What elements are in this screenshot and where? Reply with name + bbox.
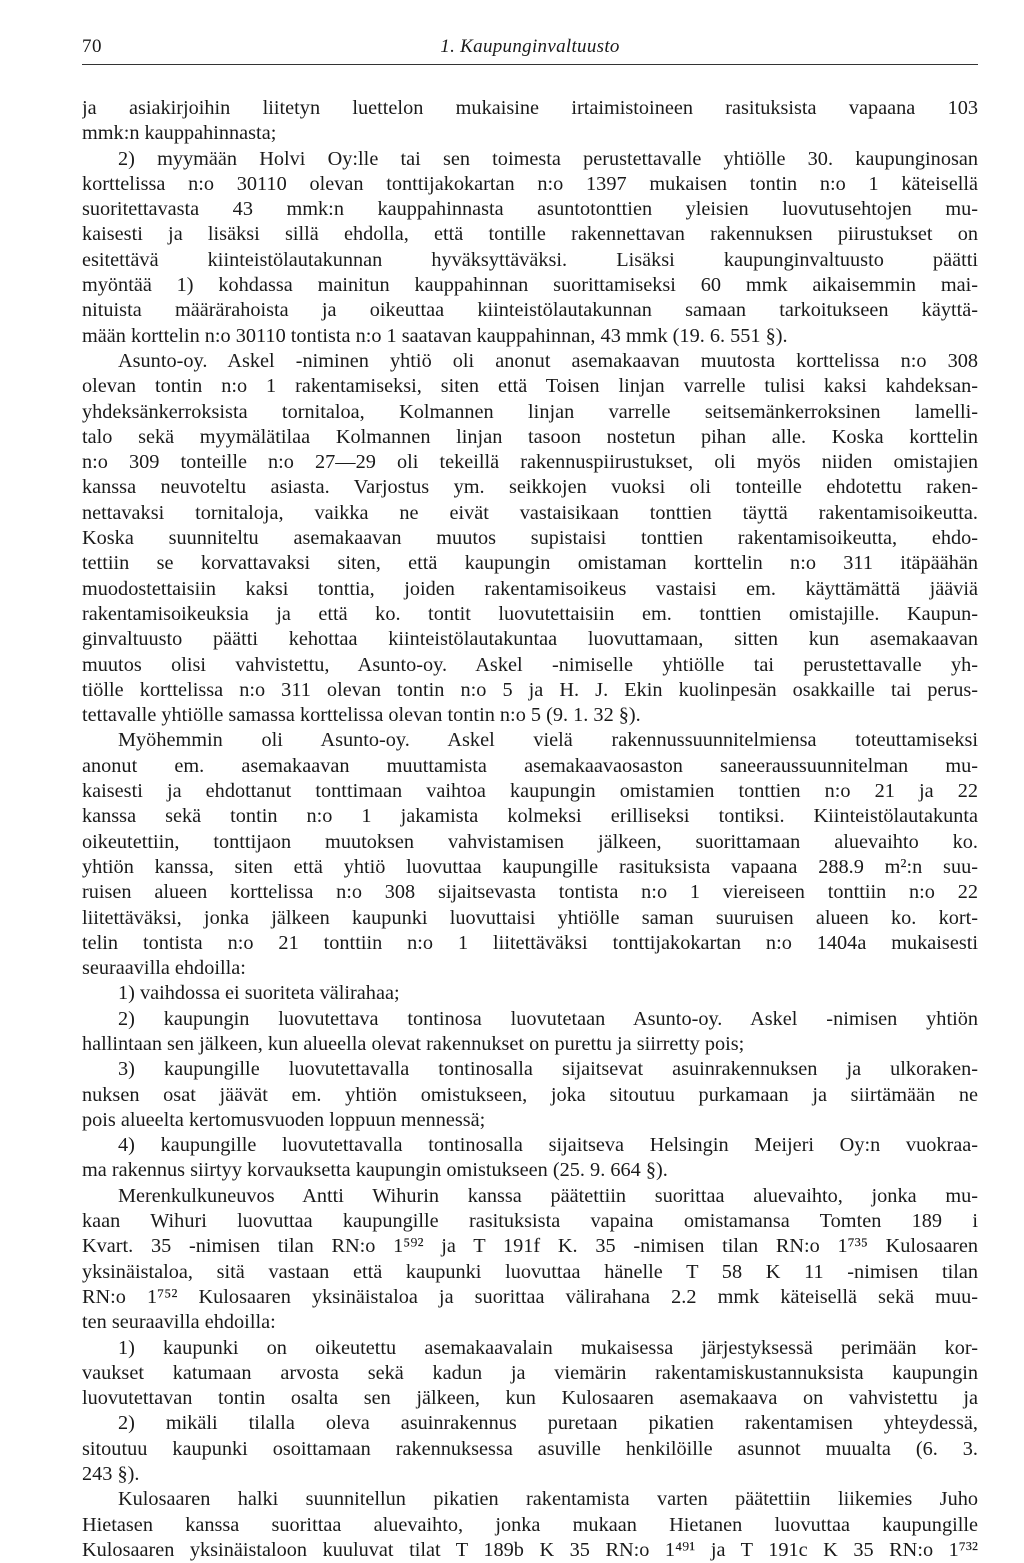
text-line: tiölle korttelissa n:o 311 olevan tontin n:o 5 ja H. J. Ekin kuolinpesän osakkaille tai perus- <box>82 678 978 701</box>
text-line: muodostettaisiin kaksi tonttia, joiden rakentamisoikeus vastaisi em. käyttämättä jääviä <box>82 577 978 600</box>
text-line: 2) myymään Holvi Oy:lle tai sen toimesta perustettavalle yhtiölle 30. kaupunginosan <box>118 147 978 170</box>
text-line: Kulosaaren yksinäistaloon kuuluvat tilat T 189b K 35 RN:o 1⁴⁹¹ ja T 191c K 35 RN:o 1⁷³² <box>82 1538 978 1561</box>
text-line: 3) kaupungille luovutettavalla tontinosalla sijaitsevat asuinrakennuksen ja ulkoraken- <box>118 1058 978 1081</box>
text-line: Merenkulkuneuvos Antti Wihurin kanssa päätettiin suorittaa aluevaihto, jonka mu- <box>118 1184 978 1207</box>
text-line: Kvart. 35 -nimisen tilan RN:o 1⁵⁹² ja T 191f K. 35 -nimisen tilan RN:o 1⁷³⁵ Kulosaaren <box>82 1235 978 1258</box>
document-page <box>82 30 978 1561</box>
text-line: anonut em. asemakaavan muuttamista asemakaavaosaston saneeraussuunnitelman mu- <box>82 754 978 777</box>
text-line: ten seuraavilla ehdoilla: <box>82 1311 276 1334</box>
text-line: ja asiakirjoihin liitetyn luettelon mukaisine irtaimistoineen rasituksista vapaana 103 <box>82 97 978 119</box>
text-line: nituista määrärahoista ja oikeuttaa kiinteistölautakunnan samaan tarkoitukseen käyttä- <box>82 299 978 322</box>
text-line: sitoutuu kaupunki osoittamaan rakennuksessa asuville henkilöille asunnot muualta (6. 3. <box>82 1437 978 1460</box>
text-line: kanssa neuvoteltu asiasta. Varjostus ym. seikkojen vuoksi oli tonteille ehdotettu raken- <box>82 476 978 499</box>
text-line: yhtiön kanssa, siten että yhtiö luovuttaa kaupungille rasituksista vapaana 288.9 m²:n suu- <box>82 855 978 878</box>
text-line: yksinäistaloa, sitä vastaan että kaupunki luovuttaa hänelle T 58 K 11 -nimisen tilan <box>82 1260 978 1283</box>
text-line: Koska suunniteltu asemakaavan muutos supistaisi tonttien rakentamisoikeutta, ehdo- <box>82 527 978 550</box>
body-text <box>82 96 978 1563</box>
text-line: esitettävä kiinteistölautakunnan hyväksyttäväksi. Lisäksi kaupunginvaltuusto päätti <box>82 248 978 271</box>
text-line: 2) kaupungin luovutettava tontinosa luovutetaan Asunto-oy. Askel -nimisen yhtiön <box>118 1007 978 1030</box>
text-line: 243 §). <box>82 1463 140 1486</box>
text-line: mmk:n kauppahinnasta; <box>82 122 277 145</box>
text-line: nettavaksi tornitaloja, vaikka ne eivät vastaisikaan tonttien täyttä rakentamisoikeutta. <box>82 501 978 524</box>
text-line: vaukset katumaan arvosta sekä kadun ja viemärin rakentamiskustannuksista kaupungin <box>82 1361 978 1384</box>
text-line: Hietasen kanssa suorittaa aluevaihto, jonka mukaan Hietanen luovuttaa kaupungille <box>82 1513 978 1536</box>
text-line: 2) mikäli tilalla oleva asuinrakennus puretaan pikatien rakentamisen yhteydessä, <box>118 1412 978 1435</box>
text-line: pois alueelta kertomusvuoden loppuun mennessä; <box>82 1108 486 1131</box>
text-line: 4) kaupungille luovutettavalla tontinosalla sijaitseva Helsingin Meijeri Oy:n vuokraa- <box>118 1134 978 1157</box>
text-line: n:o 309 tonteille n:o 27—29 oli tekeillä rakennuspiirustukset, oli myös niiden omistajien <box>82 451 978 474</box>
text-line: rakentamisoikeuksia ja että ko. tontit luovutettaisiin em. tonttien omistajille. Kaupun- <box>82 602 978 625</box>
text-line: kanssa sekä tontin n:o 1 jakamista kolmeksi erilliseksi tontiksi. Kiinteistölautakunta <box>82 805 978 828</box>
text-line: 1) kaupunki on oikeutettu asemakaavalain mukaisessa järjestyksessä perimään kor- <box>118 1336 978 1359</box>
text-line: suoritettavasta 43 mmk:n kauppahinnasta asuntotonttien yleisien luovutusehtojen mu- <box>82 198 978 221</box>
header-rule <box>82 64 978 65</box>
text-line: muutos olisi vahvistettu, Asunto-oy. Askel -nimiselle yhtiölle tai perustettavalle yh- <box>82 653 978 676</box>
text-line: nuksen osat jäävät em. yhtiön omistukseen, joka sitoutuu purkamaan ja siirtämään ne <box>82 1083 978 1106</box>
text-line: tettiin se korvattavaksi siten, että kaupungin omistaman korttelin n:o 311 itäpäähän <box>82 552 978 575</box>
text-line: yhdeksänkerroksista tornitaloa, Kolmannen linjan varrelle seitsemänkerroksinen lamelli- <box>82 400 978 423</box>
text-line: Kulosaaren halki suunnitellun pikatien rakentamista varten päätettiin liikemies Juho <box>118 1488 978 1511</box>
text-line: talo sekä myymälätilaa Kolmannen linjan tasoon nostetun pihan alle. Koska korttelin <box>82 425 978 448</box>
page-header <box>82 30 978 64</box>
text-line: hallintaan sen jälkeen, kun alueella olevat rakennukset on purettu ja siirretty pois; <box>82 1032 745 1055</box>
text-line: kaisesti ja lisäksi sillä ehdolla, että tontille rakennettavan rakennuksen piirustukset on <box>82 223 978 246</box>
text-line: oikeutettiin, tonttijaon muutoksen vahvistamisen jälkeen, suorittamaan aluevaihto ko. <box>82 830 978 853</box>
text-line: olevan tontin n:o 1 rakentamiseksi, siten että Toisen linjan varrelle tulisi kaksi kahdeksan- <box>82 375 978 398</box>
text-line: kaisesti ja ehdottanut tonttimaan vaihtoa kaupungin omistamien tonttien n:o 21 ja 22 <box>82 780 978 803</box>
text-line: ginvaltuusto päätti kehottaa kiinteistölautakuntaa luovuttamaan, sitten kun asemakaavan <box>82 628 978 651</box>
text-line: luovutettavan tontin osalta sen jälkeen, kun Kulosaaren asemakaava on vahvistettu ja <box>82 1387 978 1410</box>
text-line: telin tontista n:o 21 tonttiin n:o 1 liitettäväksi tonttijakokartan n:o 1404a mukaisesti <box>82 931 978 954</box>
text-line: Myöhemmin oli Asunto-oy. Askel vielä rakennussuunnitelmiensa toteuttamiseksi <box>118 729 978 752</box>
text-line: ma rakennus siirtyy korvauksetta kaupungin omistukseen (25. 9. 664 §). <box>82 1159 668 1182</box>
text-line: korttelissa n:o 30110 olevan tonttijakokartan n:o 1397 mukaisen tontin n:o 1 käteisellä <box>82 172 978 195</box>
text-line: myöntää 1) kohdassa mainitun kauppahinnan suorittamiseksi 60 mmk aikaisemmin mai- <box>82 274 978 297</box>
text-line: kaan Wihuri luovuttaa kaupungille rasituksista vapaina omistamansa Tomten 189 i <box>82 1210 978 1233</box>
text-line: ruisen alueen korttelissa n:o 308 sijaitsevasta tontista n:o 1 viereiseen tonttiin n:o 22 <box>82 881 978 904</box>
text-line: liitettäväksi, jonka jälkeen kaupunki luovuttaisi yhtiölle saman suuruisen alueen ko. kort- <box>82 906 978 929</box>
text-line: tettavalle yhtiölle samassa korttelissa olevan tontin n:o 5 (9. 1. 32 §). <box>82 704 641 727</box>
running-title: 1. Kaupunginvaltuusto <box>440 36 620 57</box>
text-line: seuraavilla ehdoilla: <box>82 957 246 980</box>
text-line: Asunto-oy. Askel -niminen yhtiö oli anonut asemakaavan muutosta korttelissa n:o 308 <box>118 349 978 372</box>
text-line: mään korttelin n:o 30110 tontista n:o 1 saatavan kauppahinnan, 43 mmk (19. 6. 551 §). <box>82 324 788 347</box>
text-line: 1) vaihdossa ei suoriteta välirahaa; <box>118 982 400 1005</box>
page-number: 70 <box>82 36 102 57</box>
text-line: RN:o 1⁷⁵² Kulosaaren yksinäistaloa ja suorittaa välirahana 2.2 mmk käteisellä sekä muu- <box>82 1285 978 1308</box>
